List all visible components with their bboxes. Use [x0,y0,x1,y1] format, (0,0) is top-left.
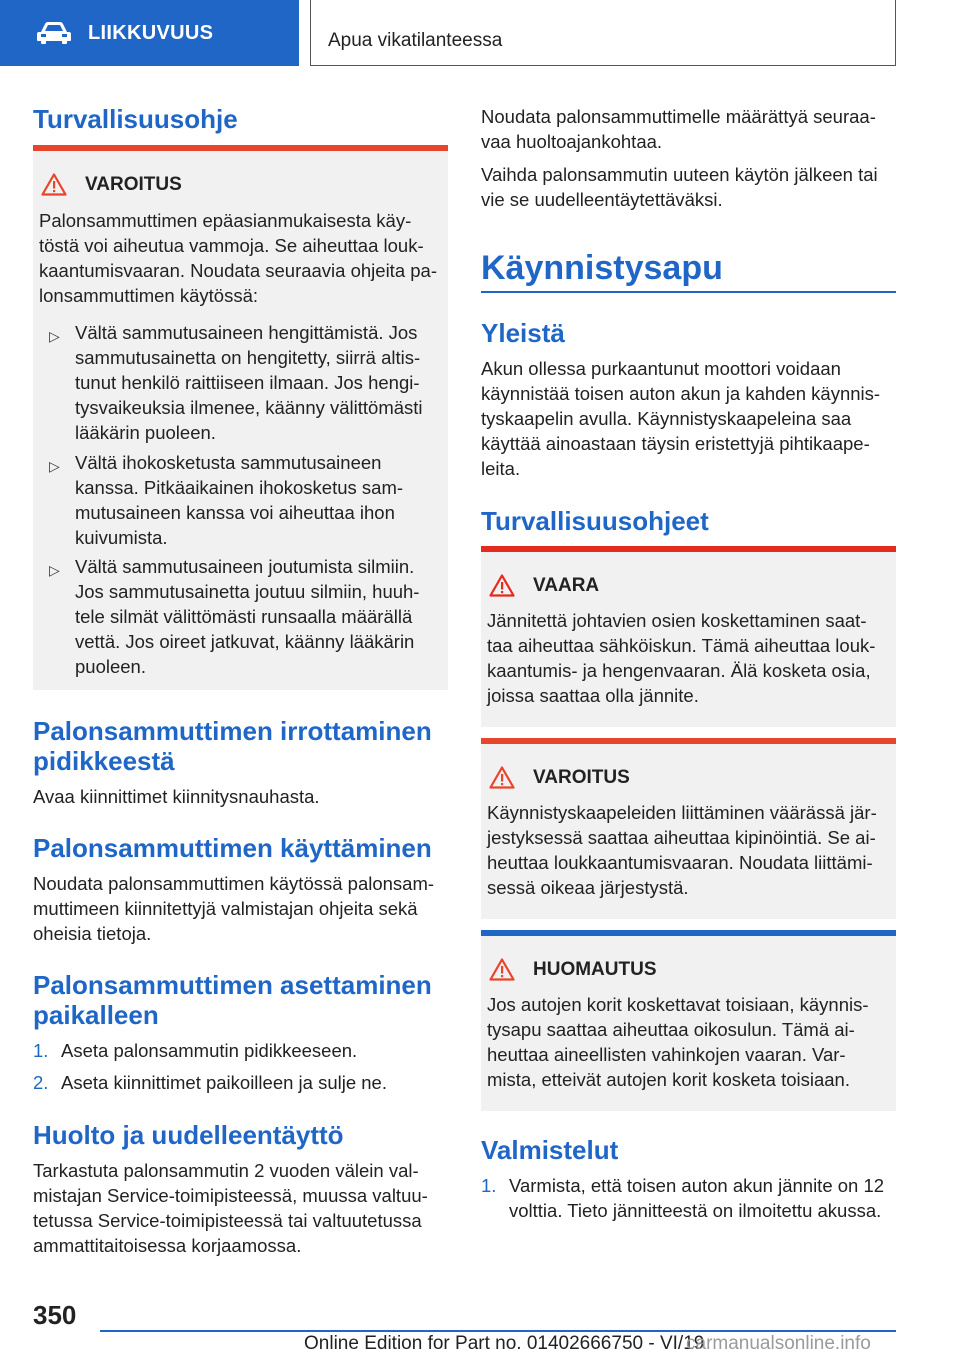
danger-box [481,546,896,727]
warning-box [481,738,896,919]
paragraph-use: Noudata palonsammuttimen käytössä palonsam‐ muttimeen kiinnitettyjä valmistajan ohjeita sekä oheisia tietoja. [33,873,435,944]
paragraph-service: Tarkastuta palonsammutin 2 vuoden välein val‐ mistajan Service-toimipisteessä, muussa valtuu‐ tetussa Service-toimipisteessä tai valtuutetussa ammattitaitoisessa korjaamossa. [33,1160,428,1256]
step-text: Aseta kiinnittimet paikoilleen ja sulje ne. [61,1072,387,1093]
heading-preparations: Valmistelut [481,1135,619,1165]
warning-text: Käynnistyskaapeleiden liittäminen väärässä jär‐ jestyksessä saattaa aiheuttaa kipinöintiä. Se ai‐ heuttaa loukkaantumisvaaran. Noudata liittämi‐ sessä oikeaa järjestystä. [487,802,877,898]
notice-text: Jos autojen korit koskettavat toisiaan, käynnis‐ tysapu saattaa aiheuttaa oikosulun. Tämä ai‐ heuttaa aineellisten vahinkojen vaaran. Var‐ mista, etteivät autojen korit kosketa toisiaan. [487,994,869,1090]
paragraph-general: Akun ollessa purkaantunut moottori voidaan käynnistää toisen auton akun ja kahden käynnis‐ tyskaapelin avulla. Käynnistyskaapeleina saa käyttää ainoastaan täysin eristettyjä pihtikaape‐ leita. [481,358,881,479]
step-number: 1. [481,1175,497,1196]
car-icon [36,21,72,45]
triangle-bullet-icon: ▷ [49,458,60,474]
notice-title: HUOMAUTUS [533,958,657,980]
warning-bullet: Vältä sammutusaineen joutumista silmiin. Jos sammutusainetta joutuu silmiin, huuh‐ tele silmät välittömästi runsaalla määrällä vettä. Jos oireet jatkuvat, käänny lääkärin puoleen. [75,556,420,677]
warning-text: Palonsammuttimen epäasianmukaisesta käy‐ töstä voi aiheutua vammoja. Se aiheuttaa louk‐ kaantumisvaaran. Noudata seuraavia ohjeita pa‐ lonsammuttimen käytössä: [39,210,437,306]
section-title: LIIKKUVUUS [88,21,214,44]
paragraph-replace: Vaihda palonsammutin uuteen käytön jälkeen tai vie se uudelleentäytettäväksi. [481,164,878,210]
step-number: 1. [33,1040,49,1061]
heading-place: Palonsammuttimen asettaminen paikalleen [33,970,432,1030]
heading-jump-start: Käynnistysapu [481,249,723,287]
triangle-bullet-icon: ▷ [49,328,60,344]
heading-safety-instructions: Turvallisuusohjeet [481,506,709,536]
danger-title: VAARA [533,574,600,596]
breadcrumb [310,0,896,66]
warning-icon [41,173,67,196]
notice-box [481,930,896,1111]
danger-text: Jännitettä johtavien osien koskettaminen saat‐ taa aiheuttaa sähköiskun. Tämä aiheuttaa louk‐ kaantumis- ja hengenvaaran. Älä kosketa osia, joissa saattaa olla jännite. [487,610,876,706]
heading-underline [481,291,896,293]
edition-text: Online Edition for Part no. 01402666750 - VI/19 [304,1333,705,1354]
step-number: 2. [33,1072,49,1093]
warning-title: VAROITUS [85,173,182,195]
heading-service: Huolto ja uudelleentäyttö [33,1120,344,1150]
page-number: 350 [33,1300,77,1330]
step-text: Aseta palonsammutin pidikkeeseen. [61,1040,358,1061]
warning-title: VAROITUS [533,766,630,788]
step-text: Varmista, että toisen auton akun jännite on 12 volttia. Tieto jännitteestä on ilmoitettu akussa. [509,1175,885,1221]
triangle-bullet-icon: ▷ [49,562,60,578]
warning-icon [489,574,515,597]
warning-bullet: Vältä ihokosketusta sammutusaineen kanssa. Pitkäaikainen ihokosketus sam‐ mutusaineen kanssa voi aiheuttaa ihon kuivumista. [75,452,404,548]
heading-remove: Palonsammuttimen irrottaminen pidikkeestä [33,716,432,776]
footer-divider [100,1330,896,1332]
paragraph-remove: Avaa kiinnittimet kiinnitysnauhasta. [33,786,320,807]
heading-safety: Turvallisuusohje [33,104,238,134]
heading-general: Yleistä [481,318,565,348]
watermark: carmanualsonline.info [686,1333,871,1354]
paragraph-service-interval: Noudata palonsammuttimelle määrättyä seuraa‐ vaa huoltoajankohtaa. [481,106,876,152]
warning-box [33,145,448,690]
section-tab[interactable] [0,0,299,66]
warning-icon [489,766,515,789]
heading-use: Palonsammuttimen käyttäminen [33,833,432,863]
warning-bullet: Vältä sammutusaineen hengittämistä. Jos sammutusainetta on hengitetty, siirrä altis‐ tunut henkilö raittiiseen ilmaan. Jos hengi‐ tysvaikeuksia ilmenee, käänny välittömästi lääkärin puoleen. [75,322,423,443]
warning-icon [489,958,515,981]
breadcrumb-text: Apua vikatilanteessa [328,30,503,51]
